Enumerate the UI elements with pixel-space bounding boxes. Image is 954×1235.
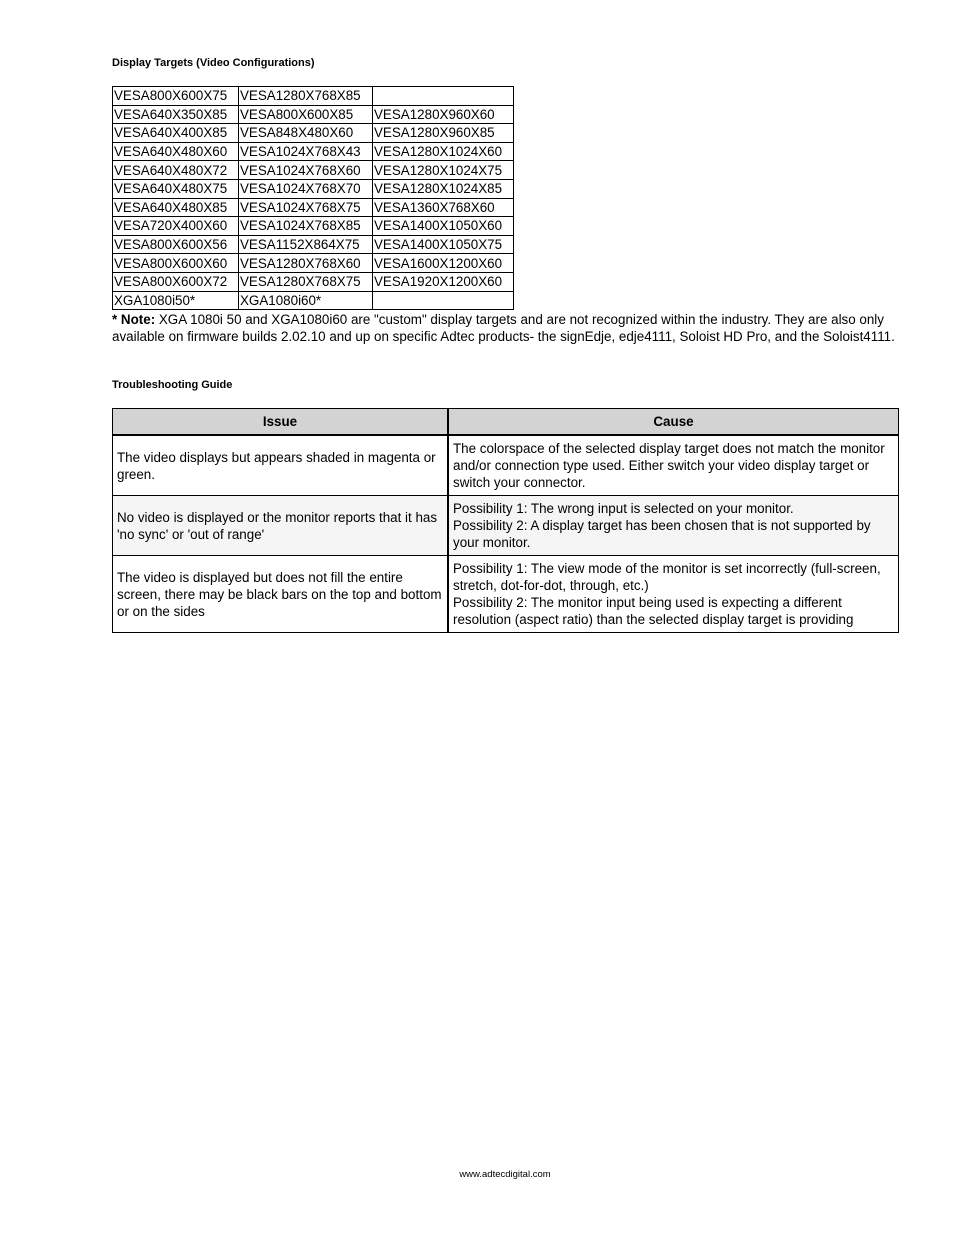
display-target-cell	[373, 87, 514, 106]
display-target-cell: XGA1080i50*	[113, 291, 239, 310]
table-row	[113, 142, 514, 161]
cause-cell	[448, 435, 899, 496]
display-target-cell: VESA800X600X85	[239, 105, 373, 124]
display-target-cell: VESA1024X768X75	[239, 198, 373, 217]
cause-line: Possibility 1: The view mode of the monitor is set incorrectly (full-screen, stretch, dot-for-dot, through, etc.)	[453, 561, 881, 593]
note-text: XGA 1080i 50 and XGA1080i60 are "custom" display targets and are not recognized within the industry. They are also only available on firmware builds 2.02.10 and up on specific Adtec products- the signEdje, edje4111, Soloist HD Pro, and the Soloist4111.	[112, 312, 895, 344]
display-target-cell: VESA720X400X60	[113, 217, 239, 236]
display-target-cell	[373, 291, 514, 310]
display-target-cell: VESA1024X768X43	[239, 142, 373, 161]
troubleshooting-heading: Troubleshooting Guide	[112, 379, 233, 391]
table-row	[113, 496, 899, 556]
display-target-cell: VESA1280X1024X60	[373, 142, 514, 161]
display-target-cell: VESA1600X1200X60	[373, 254, 514, 273]
table-row	[113, 272, 514, 291]
display-target-cell: VESA1920X1200X60	[373, 272, 514, 291]
table-row	[113, 217, 514, 236]
display-target-cell: VESA800X600X60	[113, 254, 239, 273]
display-target-cell: VESA640X480X72	[113, 161, 239, 180]
troubleshooting-table	[112, 408, 899, 633]
table-row	[113, 105, 514, 124]
display-target-cell: VESA1280X768X85	[239, 87, 373, 106]
table-row	[113, 124, 514, 143]
display-target-cell: VESA1400X1050X60	[373, 217, 514, 236]
footer-url: www.adtecdigital.com	[459, 1169, 551, 1180]
issue-column-header: Issue	[113, 409, 449, 436]
display-target-cell: VESA1152X864X75	[239, 235, 373, 254]
display-target-cell: VESA1280X1024X75	[373, 161, 514, 180]
display-target-cell: VESA1280X960X60	[373, 105, 514, 124]
issue-cell: No video is displayed or the monitor reports that it has 'no sync' or 'out of range'	[113, 496, 449, 556]
display-target-cell: VESA1280X768X60	[239, 254, 373, 273]
display-target-cell: VESA800X600X72	[113, 272, 239, 291]
cause-line: Possibility 2: The monitor input being used is expecting a different resolution (aspect ratio) than the selected display target is providing	[453, 595, 854, 627]
table-row	[113, 291, 514, 310]
display-target-cell: VESA1024X768X60	[239, 161, 373, 180]
table-row	[113, 161, 514, 180]
cause-column-header: Cause	[448, 409, 899, 436]
table-row	[113, 254, 514, 273]
display-target-cell: VESA1280X768X75	[239, 272, 373, 291]
issue-cell: The video displays but appears shaded in magenta or green.	[113, 435, 449, 496]
display-target-cell: VESA848X480X60	[239, 124, 373, 143]
display-target-cell: VESA1024X768X70	[239, 179, 373, 198]
display-target-cell: VESA640X480X75	[113, 179, 239, 198]
display-target-cell: VESA1400X1050X75	[373, 235, 514, 254]
table-row	[113, 87, 514, 106]
display-targets-table	[112, 86, 514, 310]
cause-line: The colorspace of the selected display target does not match the monitor and/or connection type used. Either switch your video display target or switch your connector.	[453, 441, 885, 490]
display-target-cell: VESA640X400X85	[113, 124, 239, 143]
table-row	[113, 198, 514, 217]
table-row	[113, 235, 514, 254]
display-target-cell: VESA800X600X56	[113, 235, 239, 254]
cause-cell	[448, 496, 899, 556]
cause-line: Possibility 2: A display target has been chosen that is not supported by your monitor.	[453, 518, 871, 550]
table-row	[113, 556, 899, 633]
display-target-cell: VESA1360X768X60	[373, 198, 514, 217]
note-label: * Note:	[112, 312, 156, 327]
table-row	[113, 179, 514, 198]
troubleshooting-header-row	[113, 409, 899, 436]
display-target-cell: VESA1280X960X85	[373, 124, 514, 143]
display-target-cell: XGA1080i60*	[239, 291, 373, 310]
custom-targets-note	[112, 311, 902, 345]
display-target-cell: VESA1024X768X85	[239, 217, 373, 236]
page-footer	[0, 1169, 954, 1180]
display-target-cell: VESA800X600X75	[113, 87, 239, 106]
display-target-cell: VESA1280X1024X85	[373, 179, 514, 198]
display-target-cell: VESA640X350X85	[113, 105, 239, 124]
cause-line: Possibility 1: The wrong input is selected on your monitor.	[453, 501, 794, 516]
cause-cell	[448, 556, 899, 633]
display-target-cell: VESA640X480X85	[113, 198, 239, 217]
display-target-cell: VESA640X480X60	[113, 142, 239, 161]
table-row	[113, 435, 899, 496]
display-targets-heading: Display Targets (Video Configurations)	[112, 57, 315, 69]
issue-cell: The video is displayed but does not fill the entire screen, there may be black bars on the top and bottom or on the sides	[113, 556, 449, 633]
